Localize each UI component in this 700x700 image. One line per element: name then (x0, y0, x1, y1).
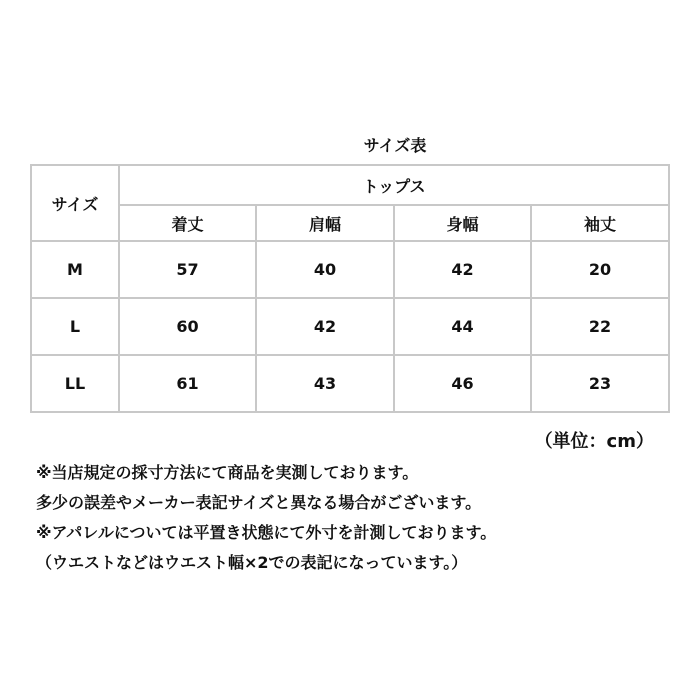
value-cell: 42 (394, 241, 531, 298)
value-cell: 43 (256, 355, 394, 412)
table-row (31, 298, 669, 355)
size-header-cell: サイズ (31, 165, 119, 241)
value-cell: 23 (531, 355, 669, 412)
table-subheader-row (31, 205, 669, 241)
value-cell: 22 (531, 298, 669, 355)
value-cell: 60 (119, 298, 256, 355)
tops-header-cell: トップス (119, 165, 669, 205)
table-row (31, 241, 669, 298)
value-cell: 57 (119, 241, 256, 298)
note-line: ※アパレルについては平置き状態にて外寸を計測しております。 (36, 523, 497, 542)
column-header-shoulder: 肩幅 (256, 205, 394, 241)
value-cell: 61 (119, 355, 256, 412)
size-label-cell: LL (31, 355, 119, 412)
value-cell: 40 (256, 241, 394, 298)
column-header-sleeve: 袖丈 (531, 205, 669, 241)
table-header-row (31, 165, 669, 205)
value-cell: 44 (394, 298, 531, 355)
value-cell: 42 (256, 298, 394, 355)
size-label-cell: L (31, 298, 119, 355)
note-line: 多少の誤差やメーカー表記サイズと異なる場合がございます。 (36, 493, 482, 512)
note-line: （ウエストなどはウエスト幅×2での表記になっています。） (36, 553, 468, 572)
value-cell: 46 (394, 355, 531, 412)
note-line: ※当店規定の採寸方法にて商品を実測しております。 (36, 463, 419, 482)
column-header-length: 着丈 (119, 205, 256, 241)
size-table (30, 164, 670, 413)
size-chart-title: サイズ表 (363, 136, 427, 155)
table-row (31, 355, 669, 412)
unit-note: （単位：cm） (534, 431, 654, 452)
value-cell: 20 (531, 241, 669, 298)
size-label-cell: M (31, 241, 119, 298)
column-header-chest: 身幅 (394, 205, 531, 241)
notes-block (36, 458, 676, 578)
